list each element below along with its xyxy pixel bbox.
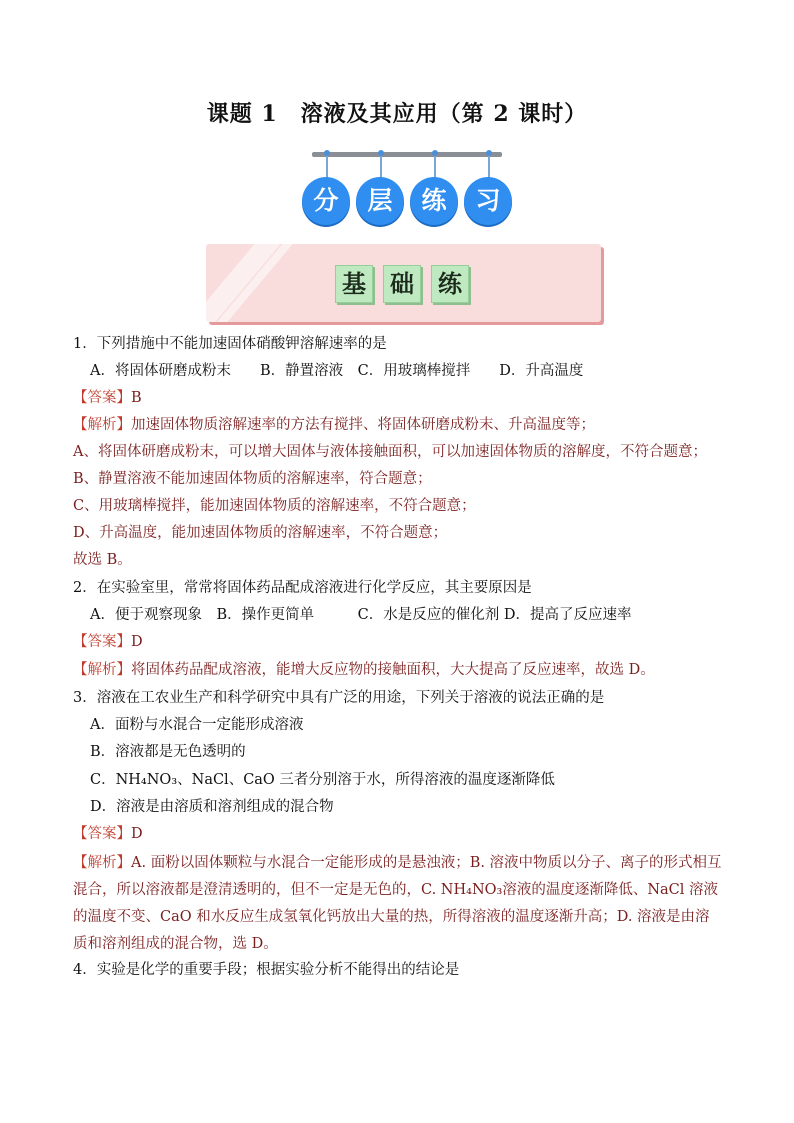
question-3-option-c: C．NH₄NO₃、NaCl、CaO 三者分别溶于水，所得溶液的温度逐渐降低 [90, 772, 555, 788]
analysis-tag: 【解析】 [73, 662, 131, 678]
answer-value: B [131, 390, 142, 406]
question-1-answer [73, 388, 142, 408]
analysis-tag: 【解析】 [73, 417, 131, 433]
hanger-dot [378, 150, 384, 156]
answer-tag: 【答案】 [73, 634, 131, 650]
question-3-stem: 3．溶液在工农业生产和科学研究中具有广泛的用途，下列关于溶液的说法正确的是 [73, 690, 605, 706]
question-2-options: A．便于观察现象 B．操作更简单 C．水是反应的催化剂 D．提高了反应速率 [90, 607, 632, 623]
question-1-stem: 1．下列措施中不能加速固体硝酸钾溶解速率的是 [73, 336, 387, 352]
answer-tag: 【答案】 [73, 826, 131, 842]
question-3-analysis [73, 850, 723, 958]
page-title: 课题 1 溶液及其应用（第 2 课时） [206, 101, 588, 127]
banner-tile-lian: 练 [431, 265, 469, 303]
question-2-stem: 2．在实验室里，常常将固体药品配成溶液进行化学反应，其主要原因是 [73, 580, 532, 596]
banner-tile-chu: 础 [383, 265, 421, 303]
banner-tile-ji: 基 [335, 265, 373, 303]
question-1-analysis-a: A、将固体研磨成粉末，可以增大固体与液体接触面积，可以加速固体物质的溶解度，不符合题意； [73, 444, 707, 460]
hanger-bar [312, 152, 502, 157]
question-2-answer [73, 632, 143, 652]
hanger-dot [324, 150, 330, 156]
question-1-analysis-c: C、用玻璃棒搅拌，能加速固体物质的溶解速率，不符合题意； [73, 498, 476, 514]
question-2-analysis [73, 660, 655, 680]
section-circle-ceng: 层 [356, 177, 404, 225]
question-1-analysis [73, 415, 595, 435]
answer-value: D [131, 634, 143, 650]
analysis-text: 将固体药品配成溶液，能增大反应物的接触面积，大大提高了反应速率，故选 D。 [131, 662, 655, 678]
section-circle-fen: 分 [302, 177, 350, 225]
section-circle-lian: 练 [410, 177, 458, 225]
analysis-tag: 【解析】 [73, 855, 131, 871]
question-3-option-b: B．溶液都是无色透明的 [90, 744, 246, 760]
question-3-option-d: D．溶液是由溶质和溶剂组成的混合物 [90, 799, 334, 815]
question-3-answer [73, 824, 143, 844]
question-1-analysis-b: B、静置溶液不能加速固体物质的溶解速率，符合题意； [73, 471, 432, 487]
answer-tag: 【答案】 [73, 390, 131, 406]
question-1-options: A．将固体研磨成粉末 B．静置溶液 C．用玻璃棒搅拌 D．升高温度 [90, 363, 584, 379]
question-1-conclusion: 故选 B。 [73, 552, 132, 568]
question-1-analysis-d: D、升高温度，能加速固体物质的溶解速率，不符合题意； [73, 525, 448, 541]
analysis-text: A. 面粉以固体颗粒与水混合一定能形成的是悬浊液；B. 溶液中物质以分子、离子的形式相互混合，所以溶液都是澄清透明的，但不一定是无色的，C. NH₄NO₃溶液的温度逐渐降低、NaCl 溶液的温度不变、CaO 和水反应生成氢氧化钙放出大量的热，所得溶液的温度逐渐升高；D. 溶液是由溶质和溶剂组成的混合物，选 D。 [73, 855, 722, 952]
question-4-stem: 4．实验是化学的重要手段；根据实验分析不能得出的结论是 [73, 962, 460, 978]
hanger-dot [486, 150, 492, 156]
section-circle-xi: 习 [464, 177, 512, 225]
analysis-text: 加速固体物质溶解速率的方法有搅拌、将固体研磨成粉末、升高温度等； [131, 417, 595, 433]
answer-value: D [131, 826, 143, 842]
hanger-dot [432, 150, 438, 156]
question-3-option-a: A．面粉与水混合一定能形成溶液 [90, 717, 304, 733]
